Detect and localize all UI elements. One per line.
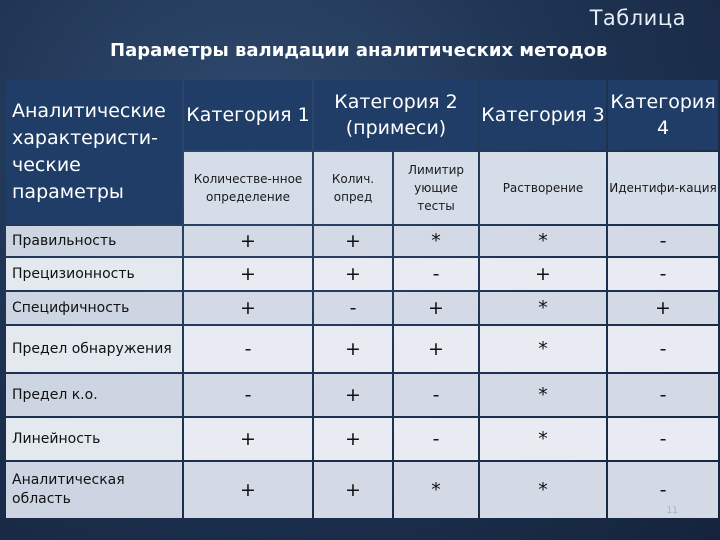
mark-cell: -	[184, 326, 312, 372]
mark-cell: *	[394, 462, 478, 518]
mark-cell: +	[314, 326, 392, 372]
mark-cell: +	[314, 226, 392, 256]
mark-cell: +	[480, 258, 606, 290]
corner-header: Аналитические характеристи-ческие параметры	[6, 80, 182, 224]
mark-cell: +	[314, 462, 392, 518]
table-row	[6, 418, 718, 460]
table-row	[6, 258, 718, 290]
mark-cell: +	[608, 292, 718, 324]
mark-cell: +	[184, 258, 312, 290]
mark-cell: +	[314, 374, 392, 416]
mark-cell: -	[184, 374, 312, 416]
mark-cell: -	[608, 258, 718, 290]
mark-cell: -	[608, 374, 718, 416]
mark-cell: +	[184, 226, 312, 256]
mark-cell: +	[184, 418, 312, 460]
slide-label: Таблица	[589, 6, 686, 30]
mark-cell: -	[394, 258, 478, 290]
table-row	[6, 226, 718, 256]
mark-cell: -	[608, 462, 718, 518]
mark-cell: *	[480, 292, 606, 324]
mark-cell: -	[394, 374, 478, 416]
validation-table	[4, 78, 720, 520]
mark-cell: -	[608, 326, 718, 372]
mark-cell: *	[480, 418, 606, 460]
category-header-3: Категория 3	[480, 80, 606, 150]
mark-cell: +	[394, 292, 478, 324]
row-label: Правильность	[6, 226, 182, 256]
category-header-2: Категория 2 (примеси)	[314, 80, 478, 150]
mark-cell: *	[480, 326, 606, 372]
row-label: Специфичность	[6, 292, 182, 324]
mark-cell: +	[314, 418, 392, 460]
mark-cell: *	[480, 374, 606, 416]
mark-cell: -	[608, 226, 718, 256]
mark-cell: -	[314, 292, 392, 324]
row-label: Предел обнаружения	[6, 326, 182, 372]
mark-cell: +	[184, 292, 312, 324]
page-number: 11	[666, 506, 678, 516]
subheader-limit-tests: Лимитир ующие тесты	[394, 152, 478, 224]
subheader-identification: Идентифи-кация	[608, 152, 718, 224]
row-label: Прецизионность	[6, 258, 182, 290]
subheader-quant-assay: Колич. опред	[314, 152, 392, 224]
mark-cell: *	[480, 226, 606, 256]
mark-cell: +	[394, 326, 478, 372]
category-header-4: Категория 4	[608, 80, 718, 150]
table-body	[6, 226, 718, 518]
table-row	[6, 292, 718, 324]
subheader-quantitative: Количестве-нное определение	[184, 152, 312, 224]
mark-cell: -	[394, 418, 478, 460]
mark-cell: -	[608, 418, 718, 460]
row-label: Предел к.о.	[6, 374, 182, 416]
subheader-dissolution: Растворение	[480, 152, 606, 224]
table-row	[6, 374, 718, 416]
mark-cell: *	[480, 462, 606, 518]
table-row	[6, 326, 718, 372]
mark-cell: +	[314, 258, 392, 290]
category-header-1: Категория 1	[184, 80, 312, 150]
slide-title: Параметры валидации аналитических методов	[110, 40, 608, 61]
row-label: Аналитическая область	[6, 462, 182, 518]
table-row	[6, 462, 718, 518]
mark-cell: *	[394, 226, 478, 256]
row-label: Линейность	[6, 418, 182, 460]
mark-cell: +	[184, 462, 312, 518]
